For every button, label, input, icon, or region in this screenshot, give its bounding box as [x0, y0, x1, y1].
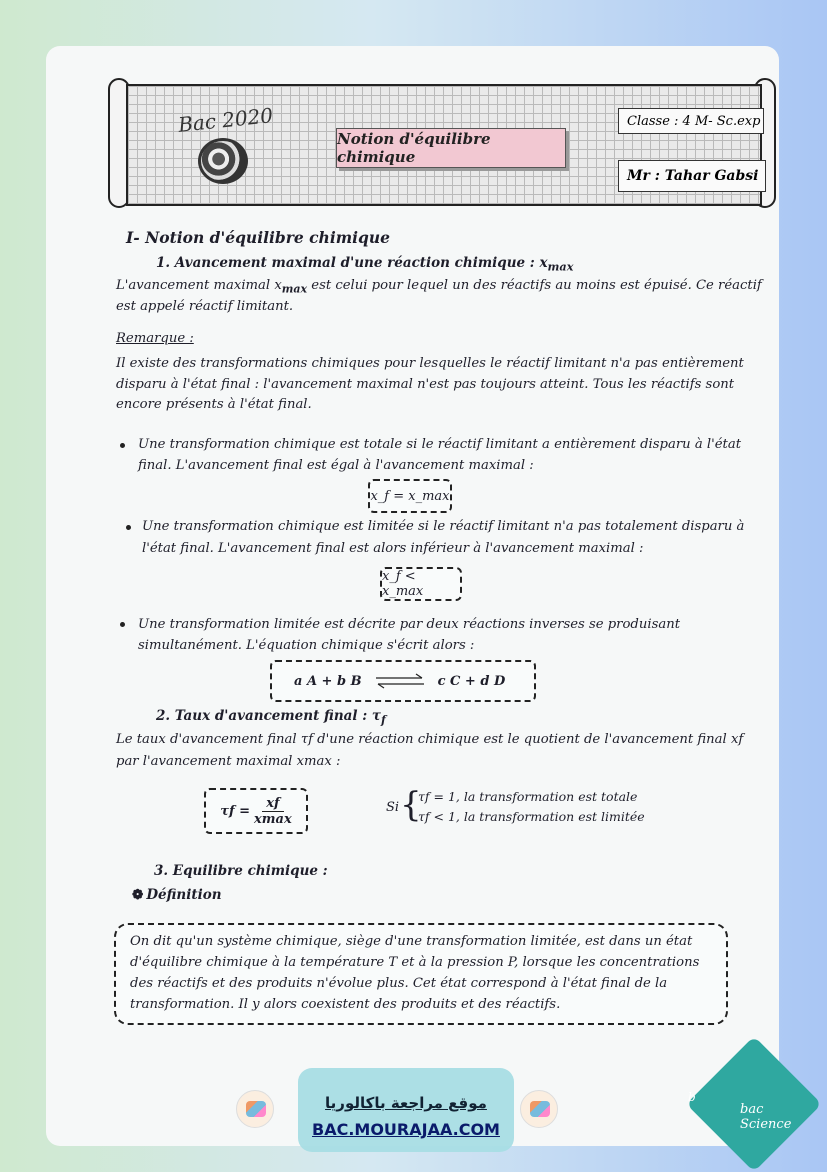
- header-grid: [126, 84, 762, 206]
- remarque-label: Remarque :: [116, 331, 194, 346]
- case-total: τf = 1, la transformation est totale: [418, 789, 638, 804]
- subheading-2: 2. Taux d'avancement final : $\tau_f$: [156, 708, 386, 727]
- flower-icon: ❁: [132, 887, 144, 903]
- equation-box-total: x_f = x_max: [368, 479, 452, 513]
- equation-box-limited: x_f < x_max: [380, 567, 462, 601]
- paragraph-2-line-2: par l'avancement maximal xmax :: [116, 754, 341, 769]
- tau-numerator: xf: [262, 796, 283, 812]
- badge-letter: b: [688, 1090, 696, 1104]
- tau-formula-box: [204, 788, 308, 834]
- teacher-name: Mr : Tahar Gabsi: [618, 160, 766, 192]
- footer-arabic-link[interactable]: موقع مراجعة باكالوريا: [325, 1094, 487, 1112]
- site-logo-right: [520, 1090, 558, 1128]
- bullet-icon: [120, 622, 125, 627]
- definition-line-2: d'équilibre chimique à la température T et à la pression P, lorsque les concentrations: [130, 955, 700, 970]
- definition-label: ❁ Définition: [132, 887, 222, 903]
- paragraph-2-line-1: Le taux d'avancement final τf d'une réaction chimique est le quotient de l'avancement final xf: [116, 732, 744, 747]
- page-title: Notion d'équilibre chimique: [336, 128, 566, 168]
- bullet-2-line-1: Une transformation chimique est limitée si le réactif limitant n'a pas totalement disparu à: [142, 519, 745, 534]
- paragraph-1-line-1: L'avancement maximal $x_{max}$ est celui pour lequel un des réactifs au moins est épuisé. Ce réactif: [116, 278, 762, 296]
- definition-line-4: transformation. Il y alors coexistent des produits et des réactifs.: [130, 997, 561, 1012]
- tau-fraction: [254, 796, 292, 827]
- tau-denominator: xmax: [254, 811, 292, 827]
- equilibrium-arrows-icon: [374, 673, 426, 689]
- remarque-line-3: encore présents à l'état final.: [116, 397, 312, 412]
- case-limited: τf < 1, la transformation est limitée: [418, 809, 645, 824]
- header-scroll: [108, 74, 776, 216]
- bac-title: Bac 2020: [177, 103, 275, 137]
- bullet-icon: [126, 525, 131, 530]
- equation-products: c C + d D: [437, 673, 506, 689]
- paragraph-1-line-2: est appelé réactif limitant.: [116, 299, 294, 314]
- subheading-3: 3. Equilibre chimique :: [154, 863, 328, 879]
- site-logo-left: [236, 1090, 274, 1128]
- emblem-icon: [198, 138, 248, 184]
- remarque-line-2: disparu à l'état final : l'avancement maximal n'est pas toujours atteint. Tous les réactifs sont: [116, 377, 735, 392]
- definition-line-3: des réactifs et des produits n'évolue plus. Cet état correspond à l'état final de la: [130, 976, 668, 991]
- definition-line-1: On dit qu'un système chimique, siège d'une transformation limitée, est dans un état: [130, 934, 693, 949]
- remarque-line-1: Il existe des transformations chimiques pour lesquelles le réactif limitant n'a pas entièrement: [116, 356, 744, 371]
- bullet-3-line-2: simultanément. L'équation chimique s'écrit alors :: [138, 638, 475, 653]
- equation-reactants: a A + b B: [294, 673, 362, 689]
- si-label: Si: [386, 800, 400, 815]
- bullet-icon: [120, 443, 125, 448]
- bullet-1-line-2: final. L'avancement final est égal à l'avancement maximal :: [138, 458, 534, 473]
- subheading-1: 1. Avancement maximal d'une réaction chimique : $x_{max}$: [156, 255, 574, 274]
- footer-url-link[interactable]: BAC.MOURAJAA.COM: [312, 1120, 500, 1139]
- bullet-3-line-1: Une transformation limitée est décrite par deux réactions inverses se produisant: [138, 617, 680, 632]
- brace-icon: {: [400, 785, 422, 825]
- badge-text: bac Science: [740, 1102, 792, 1132]
- document-page: [46, 46, 792, 1146]
- equation-box-reversible: [270, 660, 536, 702]
- section-heading: I- Notion d'équilibre chimique: [126, 228, 390, 247]
- bullet-1-line-1: Une transformation chimique est totale si le réactif limitant a entièrement disparu à l'état: [138, 437, 741, 452]
- class-label: Classe : 4 M- Sc.exp: [618, 108, 764, 134]
- tau-lhs: τf =: [220, 803, 251, 819]
- bullet-2-line-2: l'état final. L'avancement final est alors inférieur à l'avancement maximal :: [142, 541, 644, 556]
